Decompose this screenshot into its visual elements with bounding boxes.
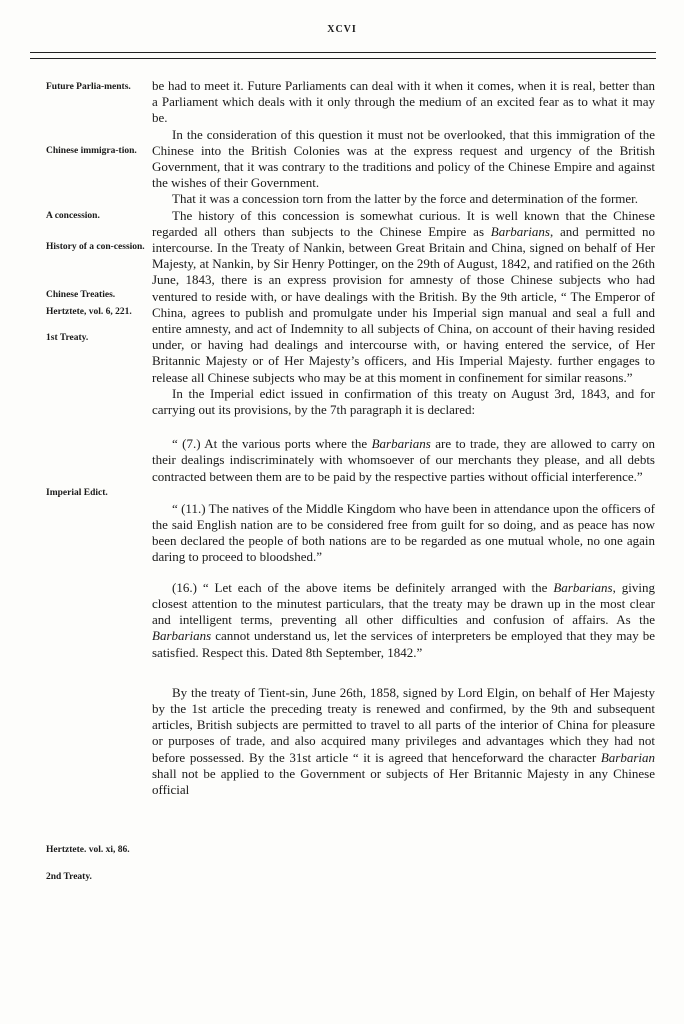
quote-article-7: “ (7.) At the various ports where the Barbarians are to trade, they are allowed to carry on their dealings indiscriminately with whomsoever of our merchants they please, and all debts contracted between them are to be paid by the respective parties without official interference.”	[152, 436, 655, 484]
paragraph-imperial-edict: In the Imperial edict issued in confirmation of this treaty on August 3rd, 1843, and for carrying out its provisions, by the 7th paragraph it is declared:	[152, 385, 655, 418]
paragraph-tientsin-treaty: By the treaty of Tient-sin, June 26th, 1858, signed by Lord Elgin, on behalf of Her Majesty by the 1st article the preceding treaty is renewed and confirmed, by the 9th and subsequent articles, British subjects are permitted to travel to all parts of the interior of China for pleasure or purposes of trade, and also acquired many privileges and advantages which they had not before possessed. By the 31st article “ it is agreed that henceforward the character Barbarian shall not be applied to the Government or subjects of Her Britannic Majesty in any Chinese official	[152, 684, 655, 797]
margin-note-history: History of a con-cession.	[46, 242, 145, 252]
paragraph-future-parliaments: be had to meet it. Future Parliaments can deal with it when it comes, when it is real, better than a Parliament which deals with it only through the medium of an excited fear as to what it may be.	[152, 78, 655, 126]
margin-note-hertztete-ref-2: Hertztete. vol. xi, 86.	[46, 845, 130, 855]
margin-note-concession: A concession.	[46, 211, 100, 221]
header-rule-top	[30, 52, 656, 53]
header-rule-bottom	[30, 58, 656, 59]
margin-note-first-treaty: 1st Treaty.	[46, 333, 89, 343]
body-text	[152, 78, 655, 798]
paragraph-immigration: In the consideration of this question it must not be overlooked, that this immigration of the Chinese into the British Colonies was at the express request and urgency of the British Government, that it was contrary to the traditions and policy of the Chinese Empire and against the wishes of their Government.	[152, 126, 655, 191]
paragraph-history: The history of this concession is somewhat curious. It is well known that the Chinese regarded all others than subjects to the Chinese Empire as Barbarians, and permitted no intercourse. In the Treaty of Nankin, between Great Britain and China, signed on behalf of Her Majesty, at Nankin, by Sir Henry Pottinger, on the 29th of August, 1842, and ratified on the 26th June, 1843, there is an express provision for amnesty of those Chinese subjects who had ventured to reside with, or have dealings with the British. By the 9th article, “ The Emperor of China, agrees to publish and promulgate under his Imperial sign manual and seal a full and entire amnesty, and act of Indemnity to all subjects of China, on account of their having resided under, or having had dealings and intercourse with, or having entered the service, of Her Britannic Majesty or of Her Majesty’s officers, and His Imperial Majesty. further engages to release all Chinese subjects who may be at this moment in confinement for similar reasons.”	[152, 207, 656, 385]
margin-note-hertztete-ref-1: Hertztete, vol. 6, 221.	[46, 307, 132, 317]
margin-note-second-treaty: 2nd Treaty.	[46, 872, 92, 882]
margin-note-chinese-immigration: Chinese immigra-tion.	[46, 146, 137, 156]
margin-note-future-parliaments: Future Parlia-ments.	[46, 82, 131, 92]
paragraph-concession: That it was a concession torn from the latter by the force and determination of the former.	[172, 191, 639, 207]
margin-note-imperial-edict: Imperial Edict.	[46, 488, 108, 498]
quote-article-16: (16.) “ Let each of the above items be definitely arranged with the Barbarians, giving closest attention to the minutest particulars, that the treaty may be drawn up in the most clear and intelligent terms, preventing all other difficulties and confusion of affairs. As the Barbarians cannot understand us, let the services of interpreters be employed that they may be satisfied. Respect this. Dated 8th September, 1842.”	[152, 579, 655, 660]
page-number: XCVI	[327, 24, 357, 35]
quote-article-11: “ (11.) The natives of the Middle Kingdom who have been in attendance upon the officers of the said English nation are to be considered free from guilt for so doing, and as peace has now been declared the people of both nations are to be regarded as one mutual whole, no one again daring to proceed to bloodshed.”	[152, 500, 655, 565]
margin-note-chinese-treaties: Chinese Treaties.	[46, 290, 116, 300]
